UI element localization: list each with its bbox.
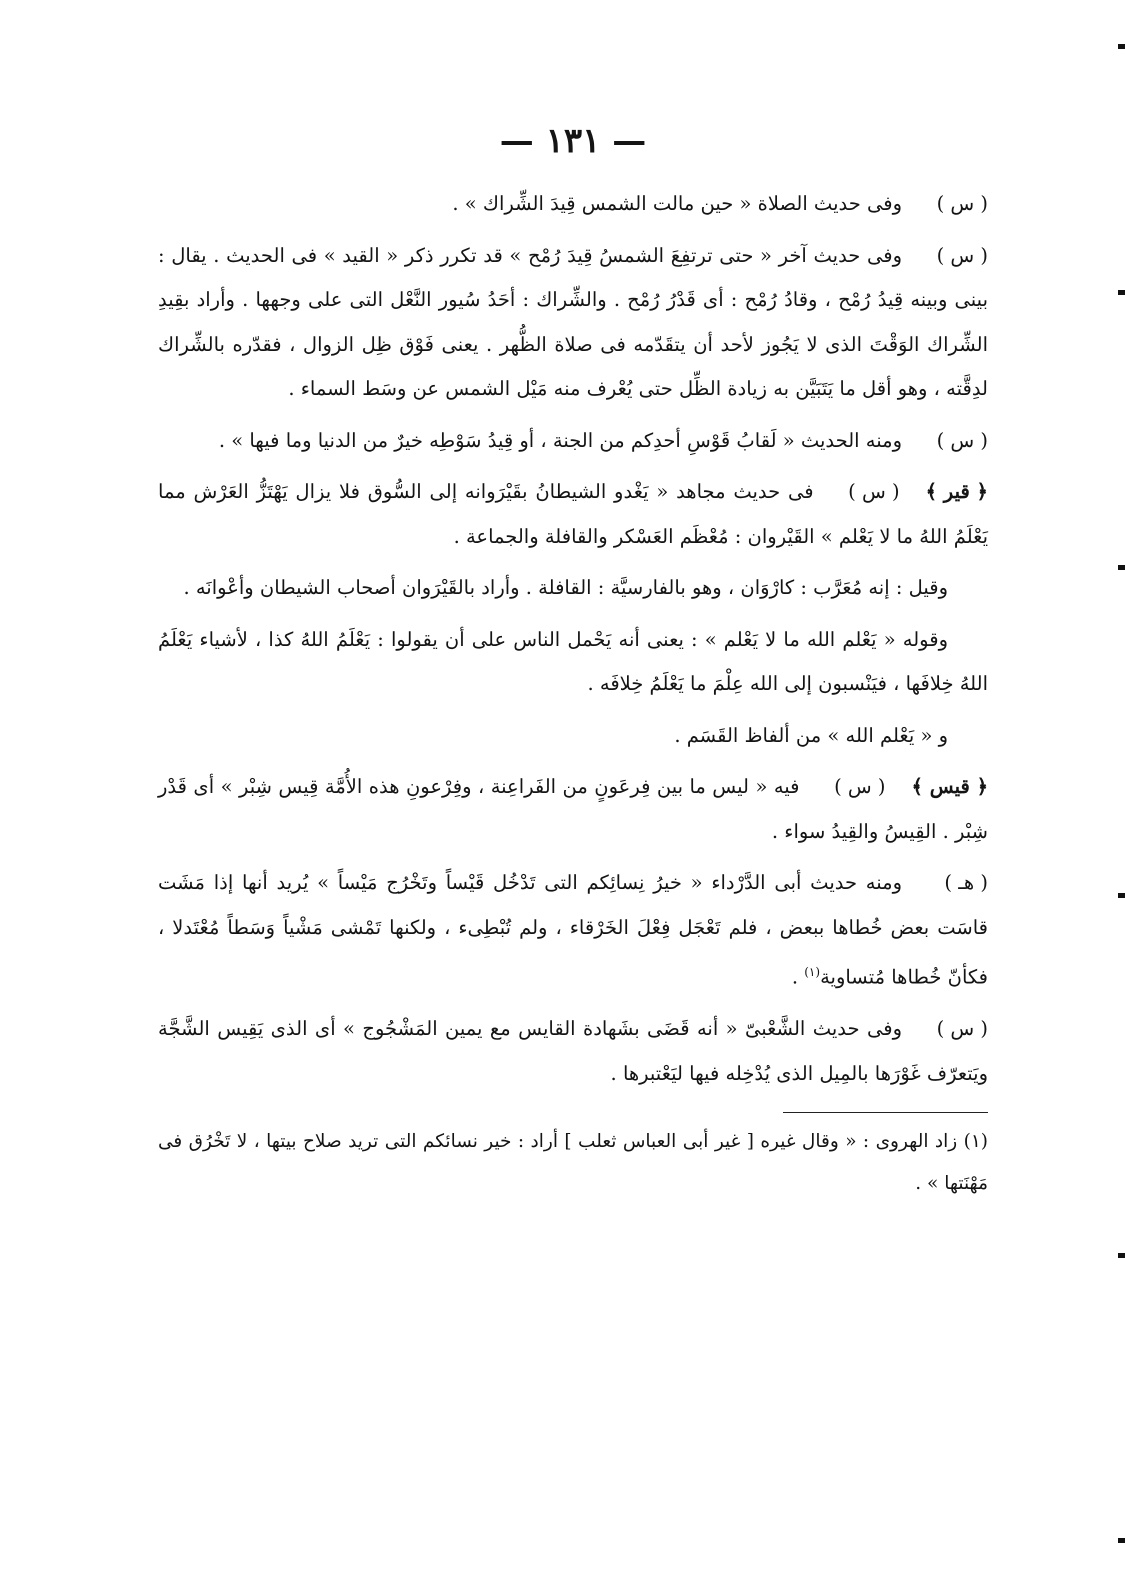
source-marker: ( س ) — [936, 428, 988, 452]
paragraph-text: فيه « ليس ما بين فِرعَونٍ من الفَراعِنة ، وفِرْعونِ هذه الأُمَّة قِيس شِبْر » أى قَدْر شِبْر . القِيسُ والقِيدُ سواء . — [158, 775, 988, 843]
entry-paragraph — [158, 1007, 988, 1096]
entry-paragraph — [158, 182, 988, 227]
source-marker: ( س ) — [848, 480, 900, 503]
page-number: — ١٣١ — — [499, 121, 647, 161]
paragraph-text-end: . — [791, 965, 805, 989]
edge-binding-mark — [1118, 1538, 1125, 1543]
entry-paragraph — [158, 566, 988, 611]
source-marker: ( س ) — [936, 1017, 988, 1040]
document-page — [158, 118, 988, 1538]
paragraph-text: ومنه حديث أبى الدَّرْداء « خيرُ نِسائِكم التى تَدْخُل قَيْساً وتَخْرُج مَيْساً » يُريد أنها إذا مَشَت قاسَت بعض خُطاها ببعض ، فلم تَعْجَل فِعْلَ الخَرْقاء ، ولم تُبْطِىء ، ولكنها تَمْشى مَشْياً وَسَطاً مُعْتَدلا ، فكأنّ خُطاها مُتساوية — [158, 871, 988, 989]
entry-headword: ﴿ قيس ﴾ — [911, 775, 988, 798]
edge-binding-mark — [1118, 1253, 1125, 1258]
paragraph-text: و « يَعْلم الله » من ألفاظ القَسَم . — [674, 723, 948, 747]
source-marker: ( هـ ) — [944, 871, 988, 894]
source-marker: ( س ) — [936, 243, 988, 267]
entry-paragraph — [158, 618, 988, 707]
entry-paragraph — [158, 470, 988, 559]
footnote-divider — [783, 1112, 988, 1113]
entry-paragraph — [158, 419, 988, 464]
edge-binding-mark — [1118, 893, 1125, 898]
source-marker: ( س ) — [834, 775, 886, 798]
entry-paragraph — [158, 861, 988, 1000]
edge-binding-mark — [1118, 565, 1125, 570]
paragraph-text: وفى حديث آخر « حتى ترتفِعَ الشمسُ قِيدَ رُمْح » قد تكرر ذكر « القيد » فى الحديث . يقال : بينى وبينه قِيدُ رُمْح ، وقادُ رُمْح : أى قَدْرُ رُمْح . والشِّراك : أحَدُ سُيور النَّعْل التى على وجهها . وأراد بقِيدِ الشِّراك الوَقْتَ الذى لا يَجُوز لأحد أن يتقَدّمه فى صلاة الظُّهر . يعنى فَوْق ظِل الزوال ، فقدّره بالشِّراك لدِقَّته ، وهو أقل ما يَتَبَيَّن به زيادة الظِّل حتى يُعْرف منه مَيْل الشمس عن وسَط السماء . — [158, 243, 988, 400]
paragraph-text: وقيل : إنه مُعَرَّب : كارْوَان ، وهو بالفارسيَّة : القافلة . وأراد بالقَيْرَوان أصحاب الشيطان وأعْوانَه . — [183, 576, 948, 599]
edge-binding-mark — [1118, 44, 1125, 49]
entry-paragraph — [158, 234, 988, 412]
entry-paragraph — [158, 765, 988, 854]
paragraph-text: وفى حديث الصلاة « حين مالت الشمس قِيدَ الشِّراك » . — [452, 192, 902, 215]
paragraph-text: وقوله « يَعْلم الله ما لا يَعْلم » : يعنى أنه يَحْمل الناس على أن يقولوا : يَعْلَمُ اللهُ كذا ، لأشياء يَعْلَمُ اللهُ خِلافَها ، فيَنْسبون إلى الله عِلْمَ ما يَعْلَمُ خِلافَه . — [158, 627, 988, 695]
edge-binding-mark — [1118, 290, 1125, 295]
paragraph-text: وفى حديث الشَّعْبىّ « أنه قَضَى بشَهادة القايس مع يمين المَشْجُوج » أى الذى يَقِيس الشَّجَّة ويَتعرّف غَوْرَها بالمِيل الذى يُدْخِله فيها ليَعْتبرها . — [158, 1017, 988, 1085]
entry-paragraph — [158, 714, 988, 759]
footnote: (١) زاد الهروى : « وقال غيره [ غير أبى العباس ثعلب ] أراد : خير نسائكم التى تريد صلاح بيتها ، لا تَخْرُق فى مَهْنَتها » . — [158, 1131, 988, 1194]
entry-headword: ﴿ قير ﴾ — [925, 480, 988, 503]
paragraph-text: ومنه الحديث « لَقابُ قَوْسِ أحدِكم من الجنة ، أو قِيدُ سَوْطِه خيرٌ من الدنيا وما فيها » . — [218, 428, 902, 452]
footnote-reference[interactable]: (١) — [804, 965, 821, 979]
source-marker: ( س ) — [936, 192, 988, 215]
paragraph-text: فى حديث مجاهد « يَغْدو الشيطانُ بقَيْرَوانه إلى السُّوق فلا يزال يَهْتَزُّ العَرْش مما يَعْلَمُ اللهُ ما لا يَعْلم » القَيْروان : مُعْظَم العَسْكر والقافلة والجماعة . — [158, 480, 988, 548]
